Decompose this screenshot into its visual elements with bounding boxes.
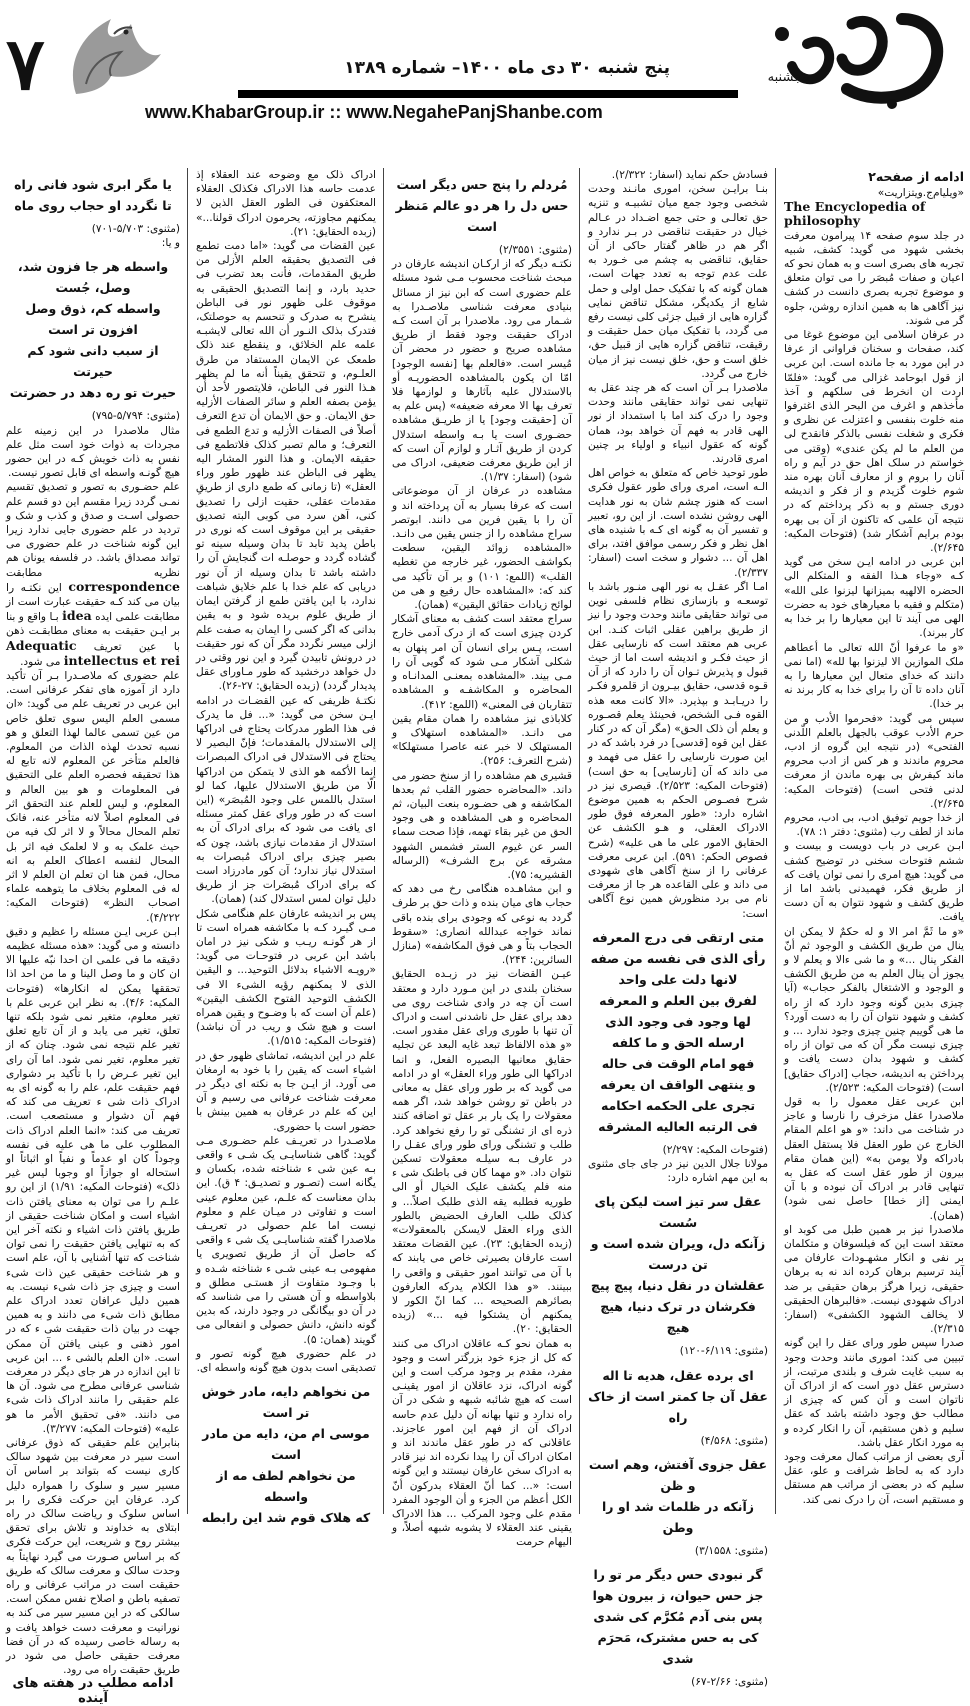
paragraph: عیـن القضات نیز در زبـده الحقایق سخنان بلندی در این مـورد دارد و معتقد است آن چه در وادی شناخت روی می دهد برای عقل حل ناشدنی است و ادراک آن تنها با طوری ورای عقل مقدور است. «و هذه الالفاظ تبعد غایه البعد عن تجلیه حقایق معانیها البصیره الفعل، و انما ادراکها الی طور وراء العقل» او در ادامه می گوید که بر طور ورای عقل به معانی در باطن تو روشن خواهد شد، اگر همه معقولات را یک بار بر عقل تو اضافه کنند ذره ای از تشنگی تو را رفع نخواهد کرد. طلب و تشنگی ورای طور ورای عقـل را در عارف بـه سیلـه معقولات تسکین نتوان داد. «و مهما کان فی باطنک شی ء منه فلم یکشف علیک الخیال أو الی طوریه فطلبه یقه الذی طلبک اصلاً... و کذلک طلب العارف الحضیض بالطور الذی وراء العقل لایسکن بالمعقولات» (زبده الحقایق: ۲۳). عین القضات معتقد است عارفان بصیرتی خاص می یابند که با آن می توانند امور حقیقی و واقعی را ببینند. «و هذا الکلام یدرکه العارفون بصائرهم الصحیحه ... کما انّ الکور لا یمکنهم أن یشتکوا فیه ...» (زبده الحقایق: ۲۰). — [392, 968, 572, 1336]
column-divider — [383, 168, 384, 1514]
poem-line: واسطه کم، ذوق وصل افزون تر است — [25, 301, 161, 338]
paragraph: «و ما ثَمَّ امر الا و له حکمٌ لا یمکن ان ینال من طریق الکشف و الوجود ثم أنّ الفکر ینال ...» و ما شی ءالا و یعلم لا و یجوز أن ینال العلم به من طریق الکشف و الوجود و الاشتغال بالفکر حجاب» (آیا چیزی بدین گونه وجود دارد که از راه کشف و شهود نتوان آن را به دست آورد؟ ما هی گوییم چنین چیزی وجود ندارد ... و چیزی نیست مگر آن که می توان از راه کشف و شهود بدان دست یافت و پرداختن به اندیشه، حجاب [ادراک حقایق] است) (فتوحات المکیه: ۲/۵۲۳). — [784, 925, 964, 1094]
persian-poem — [588, 1564, 768, 1669]
column-5 — [6, 168, 180, 1706]
poem-line: حیرت تو ره دهد در حضرتت — [9, 385, 177, 401]
paragraph: از خدا جویم توفیق ادب، بی ادب، محروم ماند از لطف رب (مثنوی: دفتر ۱: ۷۸). — [784, 811, 964, 839]
paragraph: صدرا سپس طور ورای عقل را این گونه تبیین می کند: اموری مانند وحدت وجود به سبب غایت شرف و بلندی مرتبت، از دسترس عقل دور است که از ادراک آن ناتوان است و آن کس که چیزی از مطالب حق وجود داشته باشد که عقل سلیم و ذهن مستقیم، آن را انکار کرده و به مورد انکار عقل باشد. — [784, 1337, 964, 1449]
column-divider — [775, 168, 776, 1514]
poem-line: عقل جزوی آفتش، وهم است و ظن — [588, 1456, 768, 1493]
poem-line: من نخواهم لطف مه از واسطه — [216, 1468, 356, 1505]
encyclopedia-title: The Encyclopedia of philosophy — [784, 199, 926, 229]
paragraph-text: علم حضـوری به تصور و تصدیق تقسیم نمـی گردد زیرا مقسم این دو قسم علم حصولی اسـت و صدق و کذب و شک و تردید در علم حضوری جایی ندارد زیرا این گونه شناخت در علم حضوری می تواند مصداق باشد. در فلسفه یونان هم نظریه مطابقت — [6, 481, 180, 579]
poem-line: فکرشان در ترک دنیا، هیچ هیچ — [600, 1299, 756, 1336]
paragraph: عین القضات می گوید: «اما دمت تطمع فی التصدیق بحقیقه العلم الأزلی من طریق المقدمات، فأنت بعد تضرب فی حدید بارد، و إنما التصدیق الحقیقی به موقوف علی ظهور نور فی الباطن ینشرح به صدرک و تنحسم به حوصلتک، فتدرک بذلک النـور أن الله تعالی لایشبـه علمه علم الخلائق، و ینقطع عند ذلک طمعک عن الایمان المستفاد من طرق العلـوم، و تتحقق یقیناً أنه ما لم یظهر هـذا النور فی الباطن، فلایتصور لأحد أن یؤمن بصفه العلم و سائر الصفات الأزلیه حق الایمان. و حق الایمان أن تدع التعرف أصلاً فی الصفات الأزلیه و تدع الطمع فی التعرف؛ و مالم تصبر کذلک فلاتطمع فی حقیقه الایمان. و هذا النور المشار الیه یظهر فی الباطن عند ظهور طور وراء العقل» (تا زمانی که طمع داری از طریقِ مقدمات عقلی، حقیت ازلی را تصدیق کنی، آهن سرد می کوبی البته تصدیق حقیقی بر این موقوف است که نوری در باطن پدید تابد تا بدان وسیله سینه تو گشاده گردد و حوصلـه ات گنجایش آن را داشته باشد تا بدان وسیله از آن نور دریابی که علم خدا با علم خلایق شباهت ندارد، با این یافتن طمع از گرفتن ایمان از طریق علوم بریده شود و به یقین بدانی که اگر کسی را ایمان به صفت علم ازلی میسر نگردد مگر آن که نور حقیقت در درونش تابیدن گیرد و این نور وقتی در دل خواهد درخشید که طور مـاورای عقل پدیدار گردد) (زبده الحقایق: ۲۷-۲۶). — [196, 240, 376, 693]
paragraph: به همان نحو کـه عاقلان ادراک می کنند که کل از جزء خود بزرگتر است و وجود مفرد، مقدم بر وجود مرکب است و این گونه ادراک، نزد عاقلان از امور یقینـی است که هیچ شائبه شبهه و شکی در آن راه ندارد و تنها بهانه آن دلیل عدم حاسه ادراک آن از فهم این امور عاجزند. عاقلانی که در طور عقل ماندند اند و امکان ادراک آن را پیدا نکرده اند نیز قادر به ادراک سخن عارفان نیستند و این گونه است: «... کما أنّ العقلاء بدرکون أنّ الکل أعظم من الجزء و أن الوجود المفرد مقدم علی وجود المرکب ... هذا الادراک یقینی عند العقلاء لا یشوبه شبهه أصلاً، و الیهام حرمت — [392, 1337, 572, 1549]
citation: (مثنوی: ۵/۷۹۴-۷۹۵) — [91, 410, 180, 423]
poem-line: عقلشان در نقل دنیا، پیچ پیچ — [590, 1278, 766, 1294]
paragraph: ملاصدرا بـر آن است که هر چند عقل به تنهایی نمی تواند حقایقی مانند وحدت وجود را درک کند اما با استمداد از نور الهی قادر به فهم آن خواهد بود، همان گونه که عقول انبیاء و اولیاء بر چنین امری قادرند. — [588, 382, 768, 466]
paragraph — [6, 480, 180, 669]
column-divider — [579, 168, 580, 1514]
citation: (مثنوی: ۲/۶۶-۶۷) — [691, 1675, 768, 1688]
poem-line: عقل سر تیز است لیکن پای سُست — [594, 1194, 762, 1231]
poem-line: پس بنی آدم مُکرَّم کی شدی — [593, 1608, 763, 1624]
phoenix-ornament-icon — [56, 4, 166, 104]
poem-line: حس دل را هر دو عالم مَنظر است — [395, 198, 569, 234]
poem-line: کی به حس مشترک، مَحرَم شدی — [597, 1629, 759, 1666]
paragraph: نکتـهٔ ظریفی که عین القضـات در ادامه ایـن سخن می گوید: «... فل ما یدرک فی هذا الطور مدرکات یحتاج فی ادراکها إلی الاستدلال بالمقدمات؛ فإنّ البصیر لا یحتاج فی الاستدلال فی ادراک المبصرات إنما الأکمه هو الذی لا یتمکن من ادراکها الّا من طریق الاستدلال علیها، کما لو استدل باللمس علی وجود المُبصَر» (این است که در طور ورای عقل کمتر مسئله ای یافت می شود که برای ادراک آن به استدلال از مقدمات نیازی باشد، چون که بصیر چیزی برای ادراک مُبصرات به استدلال نیاز ندارد؛ آن کور مادرزاد است که برای ادراک مُبصَرات جز از طریق دلیل توان لمس استدلال کند) (همان). — [196, 694, 376, 906]
citation: (مثنوی: ۲/۳۵۵۱) — [498, 244, 572, 256]
negah-logo — [752, 4, 952, 114]
paragraph: ملاصـدرا در تعریـف علم حضـوری مـی گوید: گاهی شناسایـی یک شـی ء واقعی بـه عین شی ء شناخته شده، بکسان و یگانه است (تصـور و تصدیـق: ۴ ق). این بدان معناست که علـم، عین معلوم عینی است و تفاوتی در میـان علم و معلوم نیست اما علم حصولی در تعریـف ملاصدرا گفته شناسایـی یک شی ء واقعی که حاصل آن از طریق تصویری یا مفهومی بـه عینی شـی ء شناخته شـده و با وجـود متفاوت از هستـی مطلق و بلاواسطه و آن هستی را می شناسد که در آن دو بیگانگی در وجود دارند، که بدین گونه دانش، دانش حصولی و انفعالی می گویند (همان: ۵). — [196, 1134, 376, 1346]
paragraph: قشیری هم مشاهده را از سنخ حضور می داند. «المحاضره حضور القلب ثم بعدها المکاشفه و هی حضـوره بنعت البیان، ثم المحاضره و هی المشاهده و هی وجود الحق من غیر بقاء تهمه، فإذا صحت سماء السر عن غیوم الستر فشمس الشهود مشرقه عن برج الشرف» (الرساله القشیریه: ۷۵). — [392, 769, 572, 881]
paragraph: و ابن مشاهـده هنگامی رخ می دهد که حجاب های میان بنده و ذات حق بر طرف گردد به نوعی که وجودی برای بنده باقی نماند خواجه عبدالله انصاری: «سقوط الحجاب بتاً و هی فوق المکاشفه» (منازل السائرین: ۲۴۴). — [392, 883, 572, 967]
persian-poem — [196, 1381, 376, 1528]
paragraph: ابـن عربی ایـن مسئله را عظیم و دقیق دانسته و می گوید: «هذه مسئله عظیمه دقیقه ما فی علمی ان احدا نبّه علیها الا ان کان و ما وصل الینا و ما من احد اذا تحققها یمکن له انکارها» (فتوحات المکیه: ۴/۶). به نظر ابن عربی علم با تغیر معلوم، متغیر نمی شود بلکه تنها تعلق، تغیر می یابد و از آن تابع تعلق تغیر علم نتیجه نمی شود. چنان که از تغیر معلوم، تغیر نمی شود. اما آن رای این تغیر عـرض را با تأکید بر دشواری فهم حقیقت علم، علم را به گونه ای به ادراک ذات شی ء تعریف می کند که فهم آن دشوار و مستصعب است. تعریف می کند: «انما العلم ادراک ذات المطلوب علی ما هی علیه فی نفسه وجوداً کان او عدماً و نفیاً او اثباتاً او استحاله او جوازاً او وجوبا لیس غیر ذلک» (فتوحات المکیه: ۱/۹۱) از این رو علـم را می توان به معنای یافتن ذات اشیاء است و امکان شناخت حقیقی از طریق یافتن ذات اشیاء و نکته آخر این که به تنهایی یافتن حقیقت را نمی توان شناخت که تنها آشنایی با آن، علم است و هر شناخت حقیقی عین ذات شیء است و چیزی جز ذات شیء نیست. به همین دلیل عرافان تعدد ادراک علم مطابق ذات شیء می دانند و به همین جهت در بیان ذات حقیقت شی ء که در امور ذهنی و عینی یافتن آن ممکن است. «ان العلم بالشی ء ... ابن عربی تا این اندازه در هر جای دیگر در معرفت شناسی عرفانی مطرح می شود. آن ها علم حقیقی را مانند ادراک ذات شیء می دانند. «فی تحقیق الأمر ما هو علیه» (فتوحات المکیه: ۳/۲۷۷). — [6, 925, 180, 1435]
continued-footer: ادامه مطلب در هفته های آینده — [12, 1676, 174, 1706]
paragraph: علم حضوری که ملاصـدرا بـر آن تأکید دارد از آموزه های تفکر عرفانی است. ابن عربی در تعریف علم می گوید: «ان مسمی العلم الیس سوی تعلق خاص من عین تسمی عالما لهذا التعلق و هو نسبه تحدث لهذه الذات من المعلوم. فالعلم متأخر عن المعلوم لانه تابع له هذا تحقیقه فحصره العلم علی التحقیق فی المعلومات و هو بین العالم و المعلوم، و لیس للعلم عند التحقق اثر فی المعلوم اصلاً لانه متأخر عنه، فانک تعلم المحال محالاً و لا اثر لک فیه من حیث علمک به و لا لعلمک فیه اثر بل المحال لنفسه اعطاک العلم به انه محال، فمن هنا ان تعلم ان العلم لا اثر له فی المعلوم بخلاف ما یتوهمه علماء اصحاب النظر» (فتوحات المکیه: ۴/۲۲۲). — [6, 670, 180, 924]
reference-author: «ویلیام‌ج.ویتزاریت» — [877, 187, 964, 199]
poem-line: ارسله الحق و ما کلفه — [611, 1034, 745, 1050]
poem-line: و ینتهی الواقف ان یعرفه — [600, 1076, 756, 1092]
paragraph-text: می شود. — [20, 655, 61, 668]
english-term: idea — [62, 608, 92, 624]
column-1 — [784, 168, 964, 1514]
paragraph: مثال ملاصدرا در این زمینه علم مجردات به ذوات خود است مثل علم نفس به ذات خویش کـه در این حضور هیچ گونـه واسطه ای قابل تصور نیست. — [6, 424, 180, 480]
paragraph-text: این نکتـه را بیان می کند کـه حقیقت عبارت است از مطابقت علمی ایده — [6, 581, 180, 624]
poem-line: عقل آن جا کمتر است از خاک راه — [588, 1388, 768, 1425]
paragraph: علم در این اندیشه، تماشای ظهور حق در اشیاء است که یقین را با خود به ارمغان می آورد. از ایـن جا به نکته ای دیگر در معرفت شناخت عرفانی می رسیم و آن این که علم در عرفان به همین بینش با حضور است با حضوری. — [196, 1049, 376, 1133]
citation: (مثنوی: ۶/۱۱۹-۱۲۰) — [679, 1345, 768, 1358]
poem-line: جز حس حیوان، ز بیرون هوا — [592, 1587, 764, 1603]
paragraph: ابـن عربی در باب دویست و بیست و ششم فتوحات سخنی در توضیح کشف می گوید: هیچ امری را نمی توان یافت که از طریق فکر، فهمیدنی باشد اما از طریق کشف و شهود نتوان به آن دست یافت. — [784, 840, 964, 924]
paragraph: و یا: — [161, 237, 180, 250]
poem-line: موسی ام من، دایه من مادر است — [202, 1426, 370, 1463]
paragraph: بنابراین علم حقیقی که ذوق عرفانی است سیر در معرفت بین شهود سالک کاری نیست که بتواند بر اساس آن مسیر سیر و سلوک را همواره دلیل کرد. عرفان این حرکت فکری را بر اساس سلوک و ریاضت سالک در راه ابتلای به خداوند و تلاش برای تحقق بیشتر روح و شریعت، این حرکت فکری که بر اساس صـورت می گیرد نهایتاً به وحدت سالک و معرفت سالک که طریق حقیقت است در مراتب عرفانی و راه تصفیه باطن و اصلاح نفس ممکن است. سالکی که در این مسیر سیر می کند به نورانیت و معرفت دست خواهد یافت و به رساله خاصی رسیده که در آن فضا معرفت حقیقی حاصل می شود در طریق حقیقت راه می رود. — [6, 1437, 180, 1677]
poem-line: تجری علی الحکمه احکامه — [600, 1097, 756, 1113]
article-columns — [6, 168, 964, 1706]
persian-poem — [588, 1191, 768, 1338]
persian-poem — [392, 174, 572, 237]
paragraph: ابن عربی در ادامه ایـن سخن می گوید کـه «وجاء هـذا الفقه و المتکلم الی الحضره الالهیه بمیزانها لیزنوا علی الله» (متکلم و فقیه با معیارهای خود به حضرت الهی می آیند تا این معیارها را بر خدا به کار ببرند). — [784, 556, 964, 640]
paragraph: کلاباذی نیز مشاهده را همان مقام یقین می دانـد. «المشاهده استهلاک و المستهلک لا خبر عنه عاصرا مستهلکا» (شرح التعرف: ۲۵۶). — [392, 712, 572, 768]
paragraph: سراج معتقد است کشف به معنای آشکار کردن چیزی است که از درک آدمی خارج است، پـس برای انسان آن امر پنهان به شکلی آشکار مـی شود که گویی آن را مـی بیند. «المشاهده بمعنـی المدانـاه و المحاضره و المکاشفـه و المشاهده تتقاربان فی المعنی» (اللمع: ۴۱۲). — [392, 613, 572, 711]
page-number: ۷ — [6, 21, 45, 106]
paragraph: امـا اگر عقـل به نور الهی منـور باشد با توسعـه و بازسازی نظام فلسفی نوین می تواند حقایقی مانند وحدت وجود را نیز از طریق براهین عقلی اثبات کنـد. ابن عربی هم معتقد است که نارسایی عقل از حیث فکـر و اندیشه است اما از حیث قبول و پذیرش تـوان آن را دارد که از آن قـوه قدسی، حقایق بیـرون از قلمرو فکـر را دریـابـد و بپذیرد. «الا کانت معه هذه القوه فـی الشخص، فحینئذ یعلم قصـوره و یعلم أن ذلک الحق» (مگر آن که در کنار عقل این قوه [قدسی] در فرد باشد که در این صورت نارسایی را عقل می فهمد و می داند که آن [نارسایی] به حق است) (فتوحات المکیه: ۲/۵۲۳). قیصری نیز در شرح فصـوص الحکم به همین موضوع اشاره دارد: «طور المعرفه فوق طور الادراک العقلی، و هـو الکشف عن الحقایق الامور علی ما هی علیه» (شرح فصوص الحکم: ۵۹۱). ابن عربی معرفت عرفانی را از سنخ آگاهی های شهودی می داند و علی القاعده هر جا از معرفت نام می برد منظورش همین نوع آگاهی است: — [588, 580, 768, 920]
poem-line: تا نگردد او حجاب روی ماه — [14, 198, 172, 213]
paragraph: «و ما عرفوا أنّ الله تعالی ما أعطاهم ملک الموازین الا لیزنوا بها لله» (اما نمی دانند که خدای متعال این معیارها را به آنان داده تا آن را برای خدا به کار برند نه بر خدا). — [784, 641, 964, 711]
header-rule — [238, 90, 738, 98]
poem-line: متی ارتقی فی درج المعرفه — [591, 929, 765, 945]
arabic-poem — [588, 927, 768, 1137]
continued-from-heading: ادامه از صفحه۲ — [868, 169, 964, 184]
persian-poem — [588, 1365, 768, 1428]
paragraph-text: بـا واقع و بنا بر ایـن حقیقت به معنای مطابقـت ذهن با عین تعریف — [6, 611, 180, 653]
paragraph: مولانا جلال الدین نیز در جای جای مثنوی به این مهم اشاره دارد: — [588, 1157, 768, 1185]
citation: (مثنوی: ۴/۵۶۸) — [700, 1434, 768, 1447]
paragraph: بنـا برایـن سخن، اموری مانـند وحدت شخصی وجود جمع میان تشبیـه و تنزیه حق تعالـی و حتی جمع اضـداد در عـالم خیال در حقیقت تناقضی در بـر ندارد و اگر هم در ظاهر گفتار حاکی از آن حقایق، تناقضی به چشم می خـورد به علت عدم توجه به تعدد جهات است، همان گونه که با تفکیک حمل اولی و حمل شایع از یکدیگر، مشکل تناقض نمایی گزاره هایی از قبیل جزئی کلی نیست رفع می گردد، با تفکیک میان حمل حقیقت و رقیقت، تناقض گزاره هایی از قبیل حق، خلق است و حق، خلق نیست نیز از میان خارج می گردد. — [588, 183, 768, 380]
paragraph: مشاهده در عرفان از آن موضوعاتی است که عرفا بسیار به آن پرداخته اند و آن را با یقین فرین می دانند. ابوتصر سراج مشاهده را از جنس یقین می دانـد. «المشاهده زوائد الیقین، سطعت بکواشف الحضور، غیر خارجه من تغطیه القلب» (اللمع: ۱۰۱) و بر آن تأکید می کند که: «المشاهده حال رفیع و هی من لوائح زیادات حقائق الیقین» (همان). — [392, 485, 572, 612]
paragraph: در عرفان اسلامی این موضوع غوغا می کند، صفحات و سخنان فراوانی از عرفا در این مورد به جا مانده است. ابن عربی از قول ابوحامد غزالی می گوید: «فلمّا اردت ان انخرط فی سلکهم و آخذ مأخذهم و اغرف من البحر الذی اغترفوا منه خلوت بنفسی و اعتزلت عن نظری و فکری و شغلت نفسی بالذکر فانقدح لی من العلم ما لم یکن عندی» (وقتی می خواستم در سلک اهل حق در آیم و راه آنان را بروم و از معارف آنان بهره مند شوم خلوت گزیدم و از فکر و اندیشه دوری جستم و به ذکر پرداختم که در نتیجه آن علمی که تاکنون از آن بی بهره بودم برایم آشکار شد) (فتوحات المکیه: ۲/۶۴۵). — [784, 329, 964, 555]
paragraph: طور توحید خاص که متعلق به خواص اهل الـه است، امری ورای طور عقول فکری است که هنوز چشم شان به نور هدایت الهی روشن نشده است. از این رو، تعبیر و تفسیر آن به گونه ای کـه با شنیده های اهل نظر و فکر رسمی موافق افتد، برای اهل آن ... دشوار و سخت است (اسفار: ۲/۳۳۷). — [588, 467, 768, 579]
poem-line: ای برده عقل، هدیه تا اله — [602, 1367, 754, 1383]
paragraph: ادراک ذلک مع وضوحه عند العقلاء إذ عدمت حاسه هذا الادراک فکذلک العقلاء المعتکفون فی الطور العقل الذین لا یمکنهم مجاوزته، یحرمون ادراک قولنا...» (زبده الحقایق: ۲۱). — [196, 169, 376, 238]
paragraph: در جلد سوم صفحه ۱۴ پیرامون معرفت بخشی شهود می گوید: کشف، شبیه تجربه های بصری است و به همان نحو که اعیان و صفات مُبصَر را می توان متعلق و موضوع تجربه بصری دانست در کشف نیز آگاهی ها به همین اندازه روشن، جلوه گر می شوند. — [784, 229, 964, 327]
citation: (فتوحات المکیه: ۲/۲۹۷) — [662, 1143, 768, 1156]
citation: (مثنوی: ۳/۱۵۵۸) — [694, 1544, 768, 1557]
issue-date-line: پنج شنبه ۳۰ دی ماه ۱۴۰۰– شماره ۱۳۸۹ — [344, 58, 670, 78]
persian-poem — [6, 174, 180, 216]
poem-line: رأی الذی فی نفسه من صفه — [590, 950, 766, 966]
paragraph: ملاصدرا نیز بر همین طبل می کوبد او معتقد است این که فیلسوفان و متکلمان بر نفی و انکار مشهـودات عارفان می آیند ترسیم برهان کرده اند نه به برهان حقیقی، زیرا هرگز برهان حقیقی بر ضد ادراک شهودی نیست. «فالبرهان الحقیقی لا یخالف الشهود الکشفی» (اسفار: ۲/۳۱۵). — [784, 1223, 964, 1336]
masthead — [0, 0, 970, 140]
poem-line: من نخواهم دایه، مادر خوش تر است — [201, 1384, 371, 1421]
paragraph: فسادش حکم نماید (اسفار: ۲/۳۲۲). — [611, 169, 768, 181]
persian-poem — [588, 1454, 768, 1538]
logo-subtitle: پنجشنبه — [767, 70, 810, 85]
column-divider — [187, 168, 188, 1514]
poem-line: گر نبودی حس دیگر مر تو را — [593, 1566, 763, 1582]
citation: (مثنوی: ۵/۷۰۳-۷۰۱) — [91, 223, 180, 235]
paragraph: نکتـه دیگر که از ارکـان اندیشه عارفان در مبحث شناخت محسوب مـی شود مسئله علم حضوری است که ابن نیز از مسائل بنیادی معرفت شناسی ملاصـدرا به شـمار می رود. ملاصدرا بر آن است کـه ادراک حقیقت وجود فقط از طریق مشاهده صریح و حضور در محضر آن مُیسر است. «فالعلم بها [نفسه الوجود] امّا ان یکون بالمشاهده الحضوریـه أو بالاستدلال علیه بآثارها و لوازمها فلا تعرف بها الا معرفه ضعیفه» (پس علم به آن [حقیقت وجود] یا از طریـق مشاهده حضـوری است یا بـه واسطه استدلال کردن از طریق آثـار و لوازم آن است که از این طریق معرفت ضعیفی، ادراک می شود) (اسفار: ۱/۳۷). — [392, 258, 572, 484]
paragraph: آری بعضی از مراتب کمال معرفت وجود دارد که به لحاظ شرافت و علو، عقل سلیم که در بعضی از مراتب هم مستقل و مستقیم است، آن را درک نمی کند. — [784, 1451, 964, 1506]
column-4 — [196, 168, 376, 1526]
website-urls[interactable]: www.KhabarGroup.ir :: www.NegahePanjShanbe.com — [145, 102, 603, 122]
poem-line: زآنکه در ظلمات شد او را وطن — [602, 1498, 754, 1535]
poem-line: از سبب دانی شود کم حیرتت — [27, 343, 159, 380]
poem-line: که هلاک قوم شد این رابطه — [201, 1510, 371, 1526]
column-3 — [392, 168, 572, 1549]
latin-term: Adequatic intellectus et rei — [6, 637, 180, 668]
paragraph: در علم حضوری هیچ گونه تصور و تصدیقی است بدون هیچ گونه واسطه ای. — [196, 1347, 376, 1375]
poem-line: زآنکه دل، ویران شده است و تن درست — [590, 1236, 766, 1273]
poem-line: یا مگر ابری شود فانی راه — [14, 177, 172, 192]
poem-line: لانها دلت علی واحد — [618, 971, 738, 987]
poem-line: لفرق بین العلم و المعرفه — [599, 992, 757, 1008]
persian-poem — [6, 256, 180, 403]
paragraph: ابن عربی عقل معمول را به قول ملاصدرا عقل مزخرف را نارسا و عاجز در شناخت می داند: «و هو اعلم المقام الخارج عن طور العقل فلا یستقل العقل بادراکه ولا یومن به» (این همان مقام بیرون از طور عقل است که عقل به تنهایی قادر بر ادراک آن نبوده و با آن ایمنی [از خطا] حاصل نمی شود) (همان). — [784, 1096, 964, 1222]
poem-line: لها وجود فی وجود الذی — [605, 1013, 751, 1029]
poem-line: فهو امام الوقت فی حاله — [601, 1055, 755, 1071]
poem-line: مُردلم را پنج حس دیگر است — [396, 177, 568, 192]
paragraph: سپس می گوید: «فحرموا الأدب و من حرم الأدب عوقب بالجهل بالعلم اللّدنی الفتحی» (در نتیجه این گروه از ادب، محروم ماندند و هر کس از ادب محروم ماند کیفرش بی بهره ماندن از معرفت لدنی فتحی است) (فتوحات المکیه: ۲/۶۴۵). — [784, 712, 964, 810]
column-2 — [588, 168, 768, 1688]
poem-line: واسطه هر جا فزون شد، وصل، جُست — [17, 259, 169, 296]
english-term: correspondence — [68, 578, 180, 594]
paragraph: پس بر اندیشه عارفان علم هنگامی شکل مـی گیـرد کـه با مکاشفه همراه است تا از هر گونـه ریـب و شکی نیز در امان باشد ابن عربی در فتوحـات می گوید: «رویـه الاشیاء بدلائل التوحید... و الیقین الذی لا یمکنهم رؤیه الشیء الا فی الکشف التوحید الفتوح الکشف الیقین» (علم آن است که با وضـوح و یقین همراه است و هیچ شک و ریب در آن نباشد) (فتوحات المکیه: ۱/۵۱۵). — [196, 907, 376, 1048]
poem-line: فی الرتبه العالیه المشرقه — [598, 1118, 758, 1134]
